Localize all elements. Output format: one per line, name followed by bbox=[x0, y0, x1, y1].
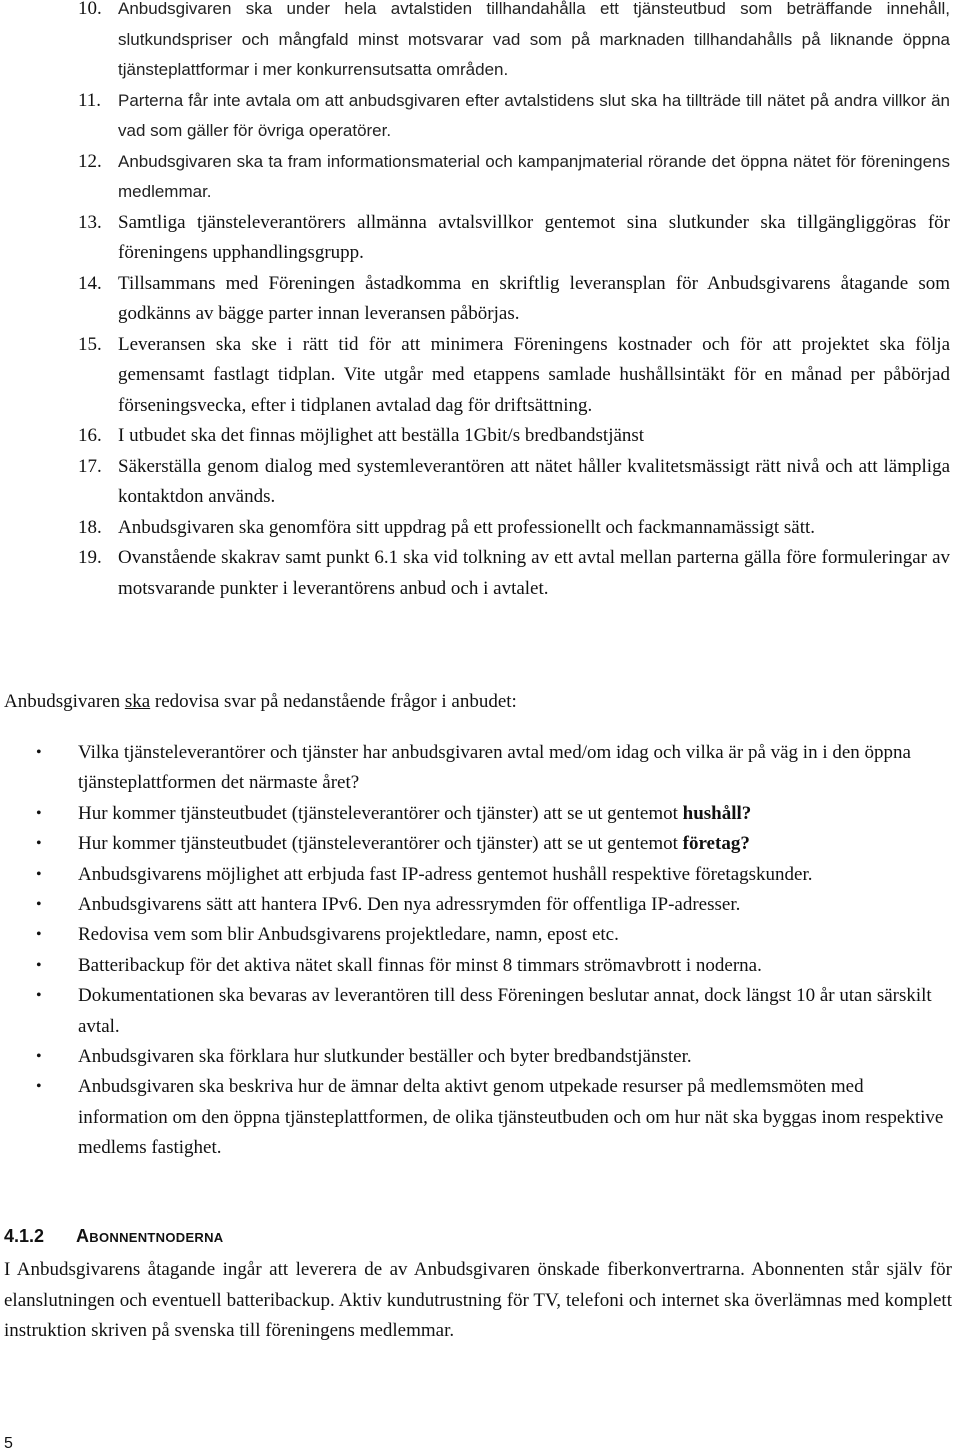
bullet-icon: • bbox=[36, 1048, 42, 1066]
intro-text-after: redovisa svar på nedanstående frågor i anbudet: bbox=[150, 691, 517, 712]
bullet-text: Hur kommer tjänsteutbudet (tjänsteleverantörer och tjänster) att se ut gentemot bbox=[78, 833, 683, 855]
section-paragraph: I Anbudsgivarens åtagande ingår att leverera de av Anbudsgivaren önskade fiberkonvertrarna. Abonnenten står själv för elanslutningen och eventuell batteribackup. Aktiv kundutrustning för TV, telefoni och internet ska överlämnas med komplett instruktion skriven på svenska till föreningens medlemmar. bbox=[4, 1259, 952, 1341]
requirements-list bbox=[78, 0, 950, 604]
list-item bbox=[78, 86, 950, 147]
item-number: 12. bbox=[78, 150, 102, 172]
list-item bbox=[36, 860, 952, 890]
list-item bbox=[36, 890, 952, 920]
list-item bbox=[78, 330, 950, 422]
item-text: Ovanstående skakrav samt punkt 6.1 ska vid tolkning av ett avtal mellan parterna gälla före formuleringar av motsvarande punkter i leverantörens anbud och i avtalet. bbox=[118, 547, 950, 599]
list-item bbox=[36, 829, 952, 859]
item-number: 10. bbox=[78, 0, 102, 19]
bullet-icon: • bbox=[36, 744, 42, 761]
bullet-text: Anbudsgivaren ska förklara hur slutkunder beställer och byter bredbandstjänster. bbox=[78, 1046, 692, 1068]
list-item bbox=[78, 513, 950, 544]
list-item bbox=[36, 738, 952, 799]
questions-list bbox=[36, 738, 952, 1164]
bullet-text: Dokumentationen ska bevaras av leverantören till dess Föreningen beslutar annat, dock längst 10 år utan särskilt avtal. bbox=[78, 985, 932, 1037]
list-item bbox=[36, 1042, 952, 1072]
list-item bbox=[78, 269, 950, 330]
section-heading bbox=[4, 1222, 224, 1250]
item-text: I utbudet ska det finnas möjlighet att beställa 1Gbit/s bredbandstjänst bbox=[118, 425, 645, 446]
bullet-bold-text: företag? bbox=[682, 833, 750, 855]
bullet-text: Anbudsgivarens sätt att hantera IPv6. Den nya adressrymden för offentliga IP-adresser. bbox=[78, 894, 741, 916]
item-number: 15. bbox=[78, 333, 102, 355]
bullet-text: Vilka tjänsteleverantörer och tjänster har anbudsgivaren avtal med/om idag och vilka är på väg in i den öppna tjänsteplattformen det närmaste året? bbox=[78, 742, 911, 794]
item-text: Tillsammans med Föreningen åstadkomma en skriftlig leveransplan för Anbudsgivarens åtagande som godkänns av bägge parter innan leveransen påbörjas. bbox=[118, 272, 950, 324]
item-number: 17. bbox=[78, 455, 102, 477]
bullet-text: Anbudsgivarens möjlighet att erbjuda fast IP-adress gentemot hushåll respektive företagskunder. bbox=[78, 863, 813, 885]
bullet-text: Redovisa vem som blir Anbudsgivarens projektledare, namn, epost etc. bbox=[78, 924, 619, 946]
item-number: 11. bbox=[78, 89, 102, 111]
bullet-text: Hur kommer tjänsteutbudet (tjänsteleverantörer och tjänster) att se ut gentemot bbox=[78, 802, 683, 824]
item-text: Leveransen ska ske i rätt tid för att minimera Föreningens kostnader och för att projektet ska följa gemensamt fastlagt tidplan. Vite utgår med etappens samlade hushållsintäkt för en månad per påbörjad förseningsvecka, efter i tidplanen avtalad dag för driftsättning. bbox=[118, 333, 950, 416]
list-item bbox=[78, 208, 950, 269]
list-item bbox=[36, 1072, 952, 1163]
bullet-icon: • bbox=[36, 956, 42, 974]
bullet-icon: • bbox=[36, 1078, 42, 1096]
bullet-icon: • bbox=[36, 987, 42, 1005]
item-text: Samtliga tjänsteleverantörers allmänna avtalsvillkor gentemot sina slutkunder ska tillgängliggöras för föreningens upphandlingsgrupp. bbox=[118, 211, 950, 263]
bullet-icon: • bbox=[36, 896, 42, 914]
intro-underlined-word: ska bbox=[124, 691, 151, 712]
intro-text-before: Anbudsgivaren bbox=[4, 691, 125, 712]
section-title: Abonnentnoderna bbox=[76, 1226, 224, 1246]
item-number: 16. bbox=[78, 425, 102, 446]
bullet-text: Batteribackup för det aktiva nätet skall finnas för minst 8 timmars strömavbrott i noderna. bbox=[78, 954, 762, 976]
item-text: Parterna får inte avtala om att anbudsgivaren efter avtalstidens slut ska ha tillträde till nätet på andra villkor än vad som gäller för övriga operatörer. bbox=[118, 90, 950, 140]
item-number: 13. bbox=[78, 211, 102, 233]
bullet-bold-text: hushåll? bbox=[682, 802, 752, 824]
item-text: Anbudsgivaren ska genomföra sitt uppdrag på ett professionellt och fackmannamässigt sätt. bbox=[118, 516, 816, 538]
list-item bbox=[78, 147, 950, 208]
list-item bbox=[78, 543, 950, 604]
bullet-icon: • bbox=[36, 804, 42, 822]
list-item bbox=[78, 452, 950, 513]
item-number: 18. bbox=[78, 516, 102, 538]
item-text: Anbudsgivaren ska under hela avtalstiden tillhandahålla ett tjänsteutbud som beträffande innehåll, slutkundspriser och mångfald minst motsvarar vad som på marknaden tillhandahålls på liknande öppna tjänsteplattformar i mer konkurrensutsatta områden. bbox=[118, 0, 950, 79]
item-number: 14. bbox=[78, 272, 102, 294]
bullet-icon: • bbox=[36, 865, 42, 883]
list-item bbox=[36, 981, 952, 1042]
bullet-icon: • bbox=[36, 835, 42, 853]
item-text: Anbudsgivaren ska ta fram informationsmaterial och kampanjmaterial rörande det öppna nätet för föreningens medlemmar. bbox=[118, 151, 950, 201]
list-item bbox=[36, 920, 952, 950]
bullet-icon: • bbox=[36, 926, 42, 944]
item-text: Säkerställa genom dialog med systemleverantören att nätet håller kvalitetsmässigt rätt nivå och att lämpliga kontaktdon används. bbox=[118, 455, 950, 507]
section-number: 4.1.2 bbox=[4, 1226, 45, 1246]
list-item bbox=[78, 421, 950, 452]
questions-intro bbox=[4, 688, 517, 716]
page-number: 5 bbox=[4, 1435, 13, 1452]
list-item bbox=[36, 799, 952, 829]
item-number: 19. bbox=[78, 547, 102, 568]
list-item bbox=[78, 0, 950, 86]
list-item bbox=[36, 951, 952, 981]
bullet-text: Anbudsgivaren ska beskriva hur de ämnar delta aktivt genom utpekade resurser på medlemsmöten med information om den öppna tjänsteplattformen, de olika tjänsteutbuden och om hur nät ska byggas inom respektive medlems fastighet. bbox=[78, 1076, 944, 1159]
